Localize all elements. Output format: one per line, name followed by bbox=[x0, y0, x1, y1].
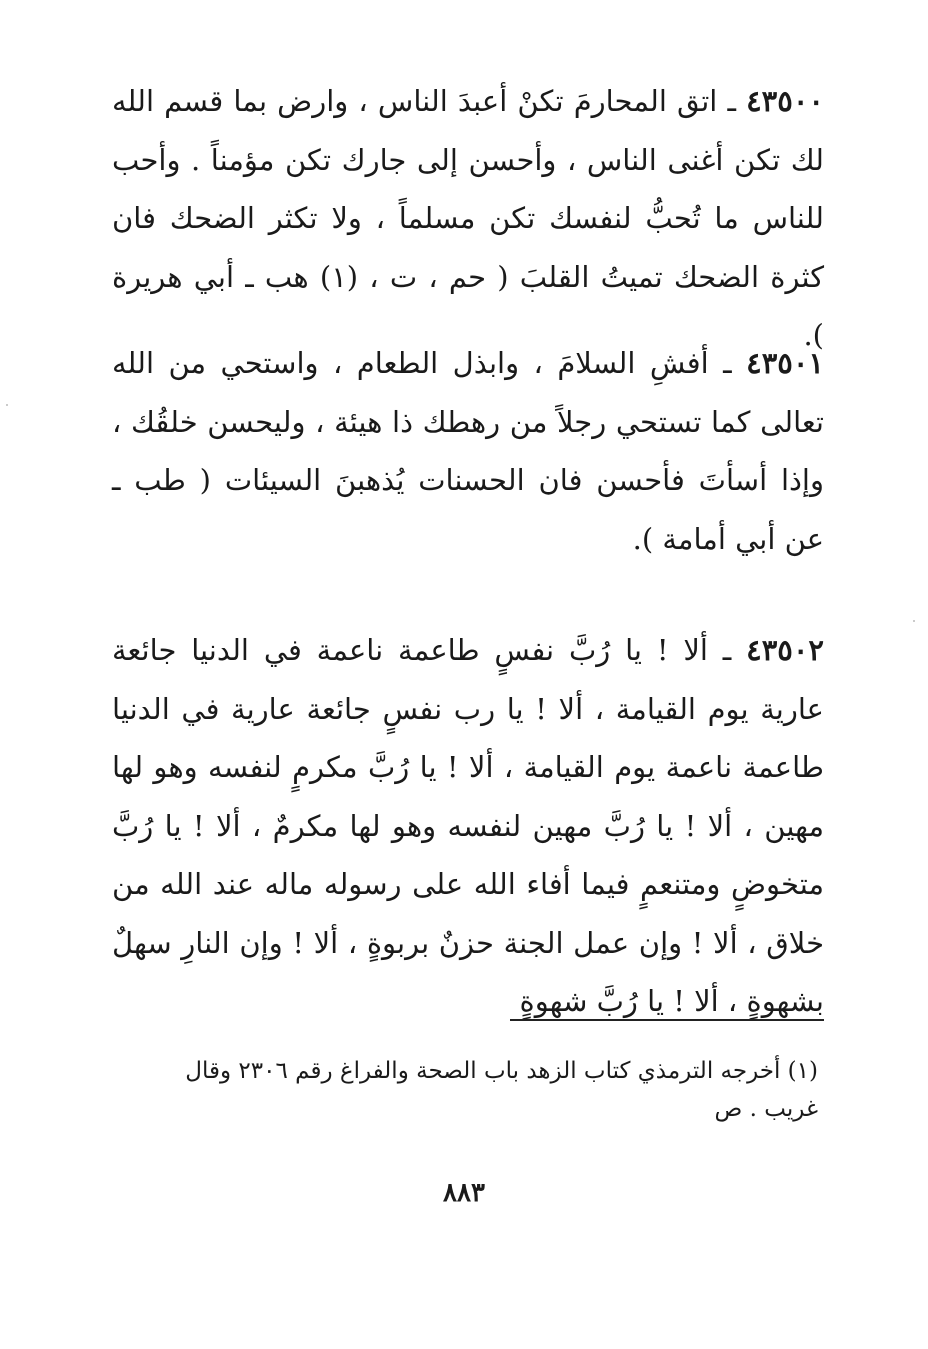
hadith-text: ألا ! يا رُبَّ نفسٍ طاعمة ناعمة في الدنيا جائعة عارية يوم القيامة ، ألا ! يا رب نفسٍ جائعة عارية في الدنيا طاعمة ناعمة يوم القيامة ، ألا ! يا رُبَّ مكرمٍ لنفسه وهو لها مهين ، ألا ! يا رُبَّ مهين لنفسه وهو لها مكرمٌ ، ألا ! يا رُبَّ متخوضٍ ومتنعمٍ فيما أفاء الله على رسوله ماله عند الله من خلاق ، ألا ! وإن عمل الجنة حزنٌ بربوةٍ ، ألا ! وإن النارِ سهلٌ بشهوةٍ ، ألا ! يا رُبَّ شهوةٍ bbox=[112, 633, 824, 1018]
hadith-text: اتق المحارمَ تكنْ أعبدَ الناس ، وارض بما قسم الله لك تكن أغنى الناس ، وأحسن إلى جارك تكن مؤمناً . وأحب للناس ما تُحبُّ لنفسك تكن مسلماً ، ولا تكثر الضحك فان كثرة الضحك تميتُ القلبَ ( حم ، ت ، (١) هب ـ أبي هريرة ). bbox=[112, 84, 825, 352]
hadith-number: ٤٣٥٠٢ bbox=[746, 633, 825, 667]
hadith-number: ٤٣٥٠١ bbox=[746, 346, 825, 380]
hadith-entry bbox=[112, 621, 824, 1031]
hadith-separator: ـ bbox=[723, 346, 732, 380]
page-number: ٨٨٣ bbox=[443, 1178, 485, 1208]
hadith-text: أفشِ السلامَ ، وابذل الطعام ، واستحي من الله تعالى كما تستحي رجلاً من رهطك ذا هيئة ، وليحسن خلقُك ، وإذا أسأتَ فأحسن فان الحسنات يُذهبنَ السيئات ( طب ـ عن أبي أمامة ). bbox=[112, 346, 824, 556]
footnote: (١) أخرجه الترمذي كتاب الزهد باب الصحة والفراغ رقم ٢٣٠٦ وقال غريب . ص bbox=[185, 1058, 818, 1122]
hadith-separator: ـ bbox=[722, 633, 732, 667]
hadith-entry bbox=[112, 334, 824, 568]
scan-speck bbox=[913, 620, 915, 622]
hadith-number: ٤٣٥٠٠ bbox=[746, 84, 824, 118]
scan-speck bbox=[6, 404, 8, 406]
hadith-entry bbox=[112, 72, 824, 365]
hadith-separator: ـ bbox=[727, 84, 736, 118]
footnote-divider bbox=[510, 1019, 824, 1021]
